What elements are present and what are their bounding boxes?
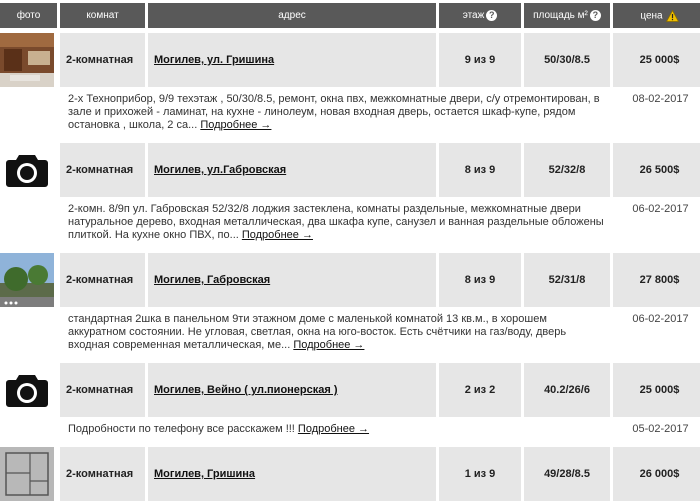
listing-area: 49/28/8.5 <box>524 442 610 501</box>
listing-description-row <box>0 307 700 358</box>
more-link[interactable]: Подробнее → <box>297 423 370 435</box>
listing-address-link[interactable]: Могилев, ул.Габровская <box>154 164 287 176</box>
help-icon[interactable]: ? <box>590 10 601 21</box>
listing-rooms: 2-комнатная <box>60 248 145 307</box>
listing-address-cell <box>148 442 436 501</box>
listing-rooms: 2-комнатная <box>60 138 145 197</box>
listing-description <box>60 197 610 248</box>
listing-address-cell <box>148 358 436 417</box>
listing-photo-interior[interactable] <box>0 33 54 87</box>
listing-rooms: 2-комнатная <box>60 358 145 417</box>
listing-row[interactable] <box>0 358 700 417</box>
camera-icon <box>5 152 49 188</box>
listing-photo-cell[interactable] <box>0 248 57 307</box>
listing-price: 25 000$ <box>613 28 700 87</box>
listing-photo-plan[interactable] <box>0 447 54 501</box>
listing-description-row <box>0 197 700 248</box>
listing-description-row <box>0 87 700 138</box>
warning-icon[interactable] <box>666 10 679 22</box>
col-price[interactable] <box>613 0 700 28</box>
listing-floor: 1 из 9 <box>439 442 521 501</box>
col-photo: фото <box>0 0 57 28</box>
more-link[interactable]: Подробнее → <box>200 119 272 131</box>
help-icon[interactable]: ? <box>486 10 497 21</box>
more-link[interactable]: Подробнее → <box>293 339 365 351</box>
listing-date: 06-02-2017 <box>632 313 689 325</box>
listing-description-text: стандартная 2шка в панельном 9ти этажном доме с маленькой комнатой 13 кв.м., в хорошем аккуратном состоянии. Не угловая, светлая, окна на юго-восток. Есть счётчики на газ/воду, дверь входная современная металлическая, ме... <box>68 313 567 351</box>
listing-price: 26 500$ <box>613 138 700 197</box>
listing-area: 52/31/8 <box>524 248 610 307</box>
listing-area: 40.2/26/6 <box>524 358 610 417</box>
listing-area: 52/32/8 <box>524 138 610 197</box>
description-spacer <box>0 307 57 358</box>
listing-address-cell <box>148 28 436 87</box>
col-address[interactable]: адрес <box>148 0 436 28</box>
listing-photo-cell[interactable] <box>0 138 57 197</box>
listing-row[interactable] <box>0 248 700 307</box>
listing-description <box>60 307 610 358</box>
listing-address-link[interactable]: Могилев, Вейно ( ул.пионерская ) <box>154 384 338 396</box>
table-header <box>0 0 700 28</box>
col-floor[interactable] <box>439 0 521 28</box>
col-floor-label: этаж <box>462 10 485 22</box>
listing-rooms: 2-комнатная <box>60 442 145 501</box>
listing-date: 05-02-2017 <box>632 423 689 435</box>
more-link[interactable]: Подробнее → <box>241 229 313 241</box>
description-spacer <box>0 87 57 138</box>
listing-address-link[interactable]: Могилев, Габровская <box>154 274 271 286</box>
listing-description-text: Подробности по телефону все расскажем !!! <box>68 423 298 435</box>
listing-floor: 9 из 9 <box>439 28 521 87</box>
listing-address-link[interactable]: Могилев, ул. Гришина <box>154 54 275 66</box>
listing-address-link[interactable]: Могилев, Гришина <box>154 468 256 480</box>
listing-photo-cell[interactable] <box>0 358 57 417</box>
listing-price: 25 000$ <box>613 358 700 417</box>
listing-price: 26 000$ <box>613 442 700 501</box>
description-spacer <box>0 197 57 248</box>
listing-floor: 8 из 9 <box>439 248 521 307</box>
listing-area: 50/30/8.5 <box>524 28 610 87</box>
camera-icon <box>5 372 49 408</box>
listing-description-text: 2-х Технoприбор, 9/9 техэтаж , 50/30/8.5, ремонт, окна пвх, межкомнатные двери, с/у отремонтирован, в зале и прихожей - ламинат, на кухне - линолеум, новая входная дверь, остается шкаф-купе, рядом остановка , школа, 2 са... <box>68 93 600 131</box>
listing-photo-street[interactable] <box>0 253 54 307</box>
listing-floor: 8 из 9 <box>439 138 521 197</box>
listing-rooms: 2-комнатная <box>60 28 145 87</box>
listing-floor: 2 из 2 <box>439 358 521 417</box>
listing-price: 27 800$ <box>613 248 700 307</box>
listing-photo-cell[interactable] <box>0 442 57 501</box>
listing-description-text: 2-комн. 8/9п ул. Габровская 52/32/8 лоджия застеклена, комнаты раздельные, межкомнатные двери натуральное дерево, входная металлическая, два шкафа купе, санузел и ванная раздельные обложены плиткой. На кухне окно ПВХ, по... <box>68 203 604 241</box>
col-area-label: площадь м² <box>533 10 588 22</box>
listing-address-cell <box>148 248 436 307</box>
listing-row[interactable] <box>0 28 700 87</box>
listing-description <box>60 87 610 138</box>
listing-date: 08-02-2017 <box>632 93 689 105</box>
col-area[interactable] <box>524 0 610 28</box>
listing-address-cell <box>148 138 436 197</box>
listing-photo-cell[interactable] <box>0 28 57 87</box>
listing-date: 06-02-2017 <box>632 203 689 215</box>
listing-row[interactable] <box>0 138 700 197</box>
col-rooms[interactable]: комнат <box>60 0 145 28</box>
col-price-label: цена <box>640 10 663 22</box>
listing-row[interactable] <box>0 442 700 501</box>
